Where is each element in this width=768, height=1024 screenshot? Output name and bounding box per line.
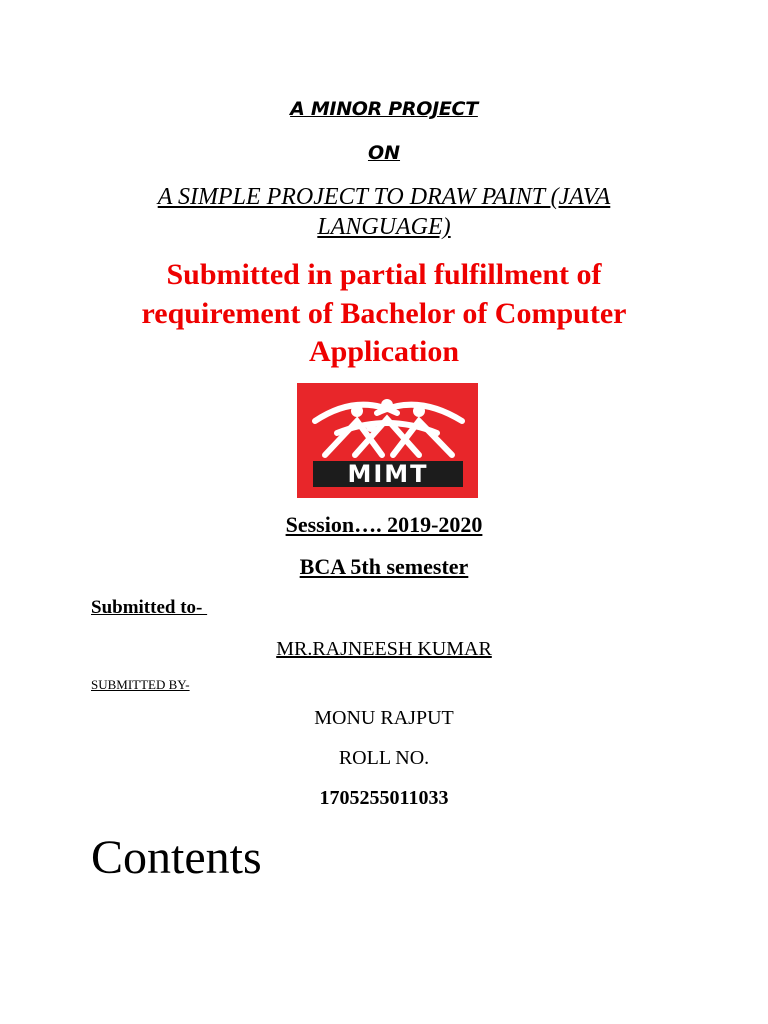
roll-number: 1705255011033 [319, 787, 449, 809]
contents-heading: Contents [91, 831, 262, 884]
submitted-by-label: SUBMITTED BY- [91, 677, 190, 692]
session: Session…. 2019-2020 [285, 512, 483, 537]
on-heading: ON [367, 142, 401, 164]
project-type-heading: A MINOR PROJECT [290, 98, 478, 120]
submitted-to-name: MR.RAJNEESH KUMAR [276, 638, 492, 660]
roll-label: ROLL NO. [338, 747, 430, 769]
semester: BCA 5th semester [299, 554, 469, 579]
logo-text: MIMT [347, 460, 429, 488]
submission-note: Submitted in partial fulfillment of requirement of Bachelor of Computer Application [141, 258, 627, 368]
mimt-logo [297, 383, 478, 498]
student-name: MONU RAJPUT [314, 707, 454, 729]
project-title: A SIMPLE PROJECT TO DRAW PAINT (JAVA LANGUAGE) [157, 184, 611, 240]
submitted-to-label: Submitted to- [91, 597, 208, 618]
